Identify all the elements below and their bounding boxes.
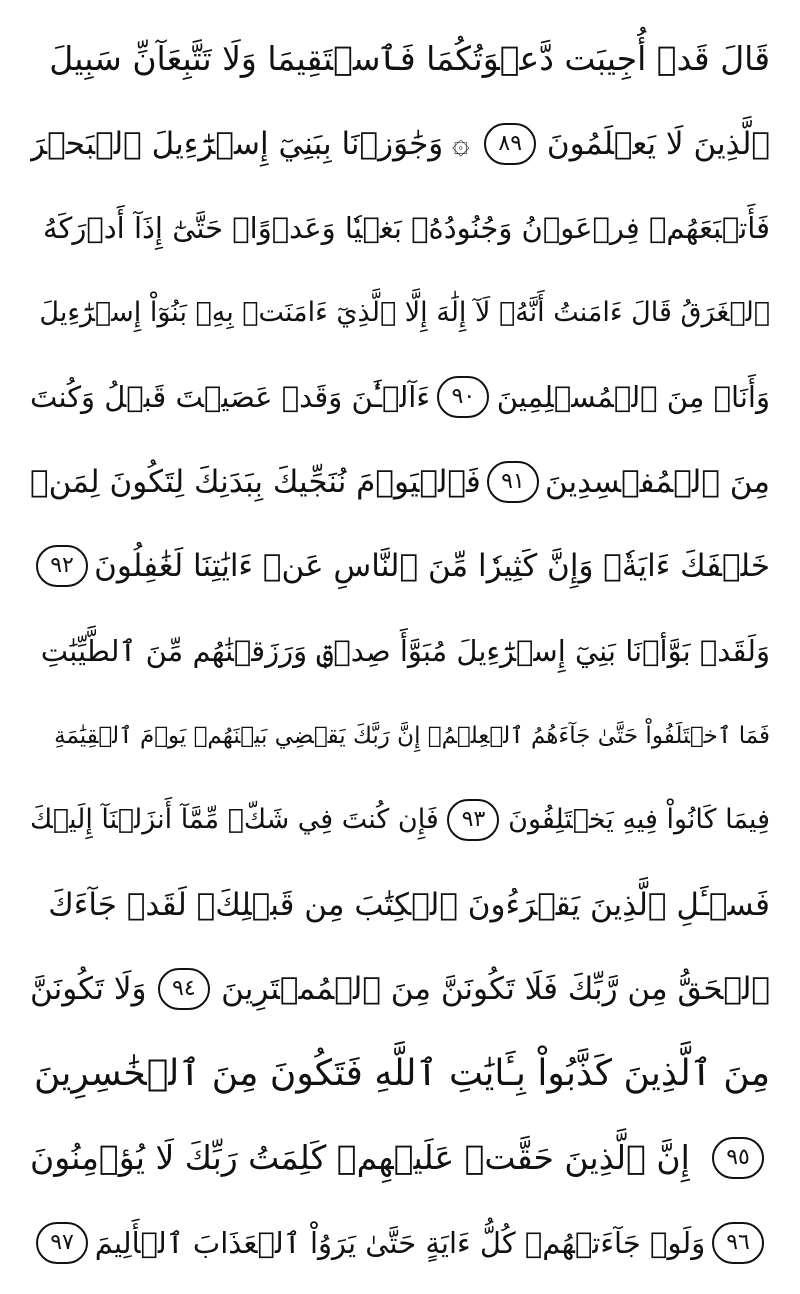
ayah-number-marker: ٩١ [487,461,539,503]
verse-line [30,1206,770,1280]
verse-line [30,699,770,773]
verse-line [30,107,770,181]
ayah-number-marker: ٩٥ [712,1137,764,1179]
ayah-number-marker: ٩٤ [158,968,210,1010]
verse-line [30,191,770,265]
verse-text: مِنَ ٱلَّذِينَ كَذَّبُواْ بِـَٔايَٰتِ ٱللَّهِ فَتَكُونَ مِنَ ٱلۡخَٰسِرِينَ [34,1052,770,1094]
verse-line [30,445,770,519]
rub-el-hizb-icon: ۞ [451,125,470,161]
verse-line [30,614,770,688]
ayah-number-marker: ٩٢ [36,545,88,587]
verse-text: مِنَ ٱلۡمُفۡسِدِينَ [544,463,770,500]
verse-line [30,360,770,434]
verse-text: ءَآلۡـَٰٔنَ وَقَدۡ عَصَيۡتَ قَبۡلُ وَكُنتَ [30,380,430,415]
verse-text: فَإِن كُنتَ فِي شَكّٖ مِّمَّآ أَنزَلۡنَآ إِلَيۡكَ [30,804,439,836]
verse-text: وَجَٰوَزۡنَا بِبَنِيٓ إِسۡرَٰٓءِيلَ ٱلۡبَحۡرَ [30,125,444,162]
verse-text: وَلَا تَكُونَنَّ [30,971,147,1008]
verse-line [30,1121,770,1195]
ayah-number-marker: ٩٠ [437,376,489,418]
verse-line [30,276,770,350]
verse-text: فَسۡـَٔلِ ٱلَّذِينَ يَقۡرَءُونَ ٱلۡكِتَٰبَ مِن قَبۡلِكَۚ لَقَدۡ جَآءَكَ [48,886,770,923]
verse-line [30,952,770,1026]
verse-text: فَٱلۡيَوۡمَ نُنَجِّيكَ بِبَدَنِكَ لِتَكُونَ لِمَنۡ [30,463,481,500]
verse-text: خَلۡفَكَ ءَايَةٗۚ وَإِنَّ كَثِيرٗا مِّنَ ٱلنَّاسِ عَنۡ ءَايَٰتِنَا لَغَٰفِلُونَ [94,548,770,585]
verse-text: إِنَّ ٱلَّذِينَ حَقَّتۡ عَلَيۡهِمۡ كَلِمَتُ رَبِّكَ لَا يُؤۡمِنُونَ [30,1138,690,1178]
verse-line [30,868,770,942]
ayah-number-marker: ٨٩ [484,123,536,165]
verse-text: قَالَ قَدۡ أُجِيبَت دَّعۡوَتُكُمَا فَٱسۡتَقِيمَا وَلَا تَتَّبِعَآنِّ سَبِيلَ [49,39,770,78]
verse-text: ٱلَّذِينَ لَا يَعۡلَمُونَ [546,125,770,162]
verse-line [30,1037,770,1111]
verse-line [30,22,770,96]
verse-text: فَمَا ٱخۡتَلَفُواْ حَتَّىٰ جَآءَهُمُ ٱلۡعِلۡمُۚ إِنَّ رَبَّكَ يَقۡضِي بَيۡنَهُمۡ يَوۡمَ ٱلۡقِيَٰمَةِ [54,722,770,749]
ayah-number-marker: ٩٣ [447,799,499,841]
verse-text: ٱلۡغَرَقُ قَالَ ءَامَنتُ أَنَّهُۥ لَآ إِلَٰهَ إِلَّا ٱلَّذِيٓ ءَامَنَتۡ بِهِۦ بَنُوٓاْ إِسۡرَٰٓءِيلَ [39,296,770,328]
verse-text: فَأَتۡبَعَهُمۡ فِرۡعَوۡنُ وَجُنُودُهُۥ بَغۡيٗا وَعَدۡوًاۖ حَتَّىٰٓ إِذَآ أَدۡرَكَهُ [43,211,770,246]
verse-text: وَأَنَا۠ مِنَ ٱلۡمُسۡلِمِينَ [496,380,770,415]
verse-text: فِيمَا كَانُواْ فِيهِ يَخۡتَلِفُونَ [508,804,770,836]
ayah-number-marker: ٩٦ [712,1222,764,1264]
verse-line [30,783,770,857]
verse-text: ٱلۡحَقُّ مِن رَّبِّكَ فَلَا تَكُونَنَّ مِنَ ٱلۡمُمۡتَرِينَ [221,971,770,1008]
verse-text: وَلَوۡ جَآءَتۡهُمۡ كُلُّ ءَايَةٍ حَتَّىٰ يَرَوُاْ ٱلۡعَذَابَ ٱلۡأَلِيمَ [94,1225,706,1260]
verse-line [30,529,770,603]
verse-text: وَلَقَدۡ بَوَّأۡنَا بَنِيٓ إِسۡرَٰٓءِيلَ مُبَوَّأَ صِدۡقٖ وَرَزَقۡنَٰهُم مِّنَ ٱلطَّيِّبَٰتِ [40,633,770,668]
ayah-number-marker: ٩٧ [36,1222,88,1264]
